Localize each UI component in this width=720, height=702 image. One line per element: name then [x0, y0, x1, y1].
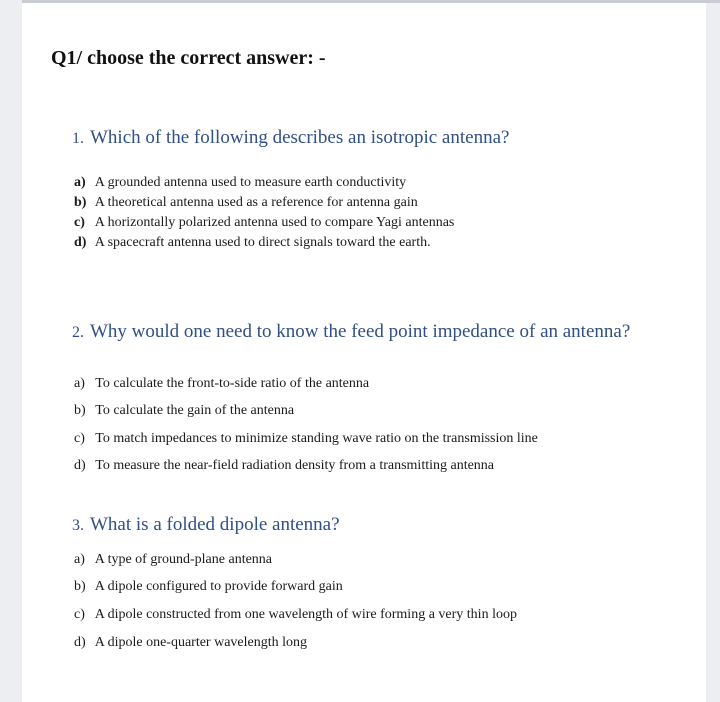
option-letter: a) [74, 175, 86, 190]
question-text: What is a folded dipole antenna? [90, 514, 340, 535]
option-letter: b) [74, 195, 87, 210]
question-1-option-b [74, 195, 418, 211]
document-page [22, 3, 706, 702]
option-text: To calculate the front-to-side ratio of the antenna [95, 376, 370, 391]
question-2-option-a [74, 376, 369, 392]
option-text: A dipole configured to provide forward gain [94, 579, 343, 594]
question-3-title [72, 514, 340, 536]
page-heading: Q1/ choose the correct answer: - [51, 47, 326, 69]
option-letter: d) [74, 458, 86, 473]
option-letter: d) [74, 235, 87, 250]
question-2-option-b [74, 403, 294, 419]
option-text: To match impedances to minimize standing wave ratio on the transmission line [95, 431, 538, 446]
question-1-option-c [74, 215, 454, 231]
question-2-option-c [74, 431, 538, 447]
option-letter: b) [74, 403, 86, 418]
question-number: 1. [72, 130, 84, 147]
option-text: A theoretical antenna used as a reference for antenna gain [94, 195, 418, 210]
option-text: To measure the near-field radiation density from a transmitting antenna [95, 458, 495, 473]
option-letter: a) [74, 552, 85, 567]
question-3-option-d [74, 635, 307, 651]
option-text: A dipole constructed from one wavelength of wire forming a very thin loop [94, 607, 517, 622]
question-1-title [72, 127, 509, 149]
question-number: 2. [72, 324, 84, 341]
option-text: A dipole one-quarter wavelength long [94, 635, 308, 650]
option-letter: c) [74, 215, 85, 230]
option-text: A type of ground-plane antenna [94, 552, 273, 567]
question-3-option-c [74, 607, 517, 623]
question-number: 3. [72, 517, 84, 534]
option-letter: d) [74, 635, 86, 650]
question-3-option-a [74, 552, 272, 568]
question-text: Why would one need to know the feed point impedance of an antenna? [90, 321, 631, 342]
question-text: Which of the following describes an isotropic antenna? [90, 127, 510, 148]
question-2-option-d [74, 458, 494, 474]
option-text: A horizontally polarized antenna used to compare Yagi antennas [94, 215, 455, 230]
option-text: A grounded antenna used to measure earth conductivity [94, 175, 407, 190]
option-letter: b) [74, 579, 86, 594]
option-letter: a) [74, 376, 85, 391]
option-text: A spacecraft antenna used to direct signals toward the earth. [94, 235, 431, 250]
question-1-option-a [74, 175, 406, 191]
question-2-title [72, 321, 630, 343]
option-letter: c) [74, 607, 85, 622]
question-1-option-d [74, 235, 431, 251]
question-3-option-b [74, 579, 343, 595]
option-letter: c) [74, 431, 85, 446]
option-text: To calculate the gain of the antenna [95, 403, 295, 418]
